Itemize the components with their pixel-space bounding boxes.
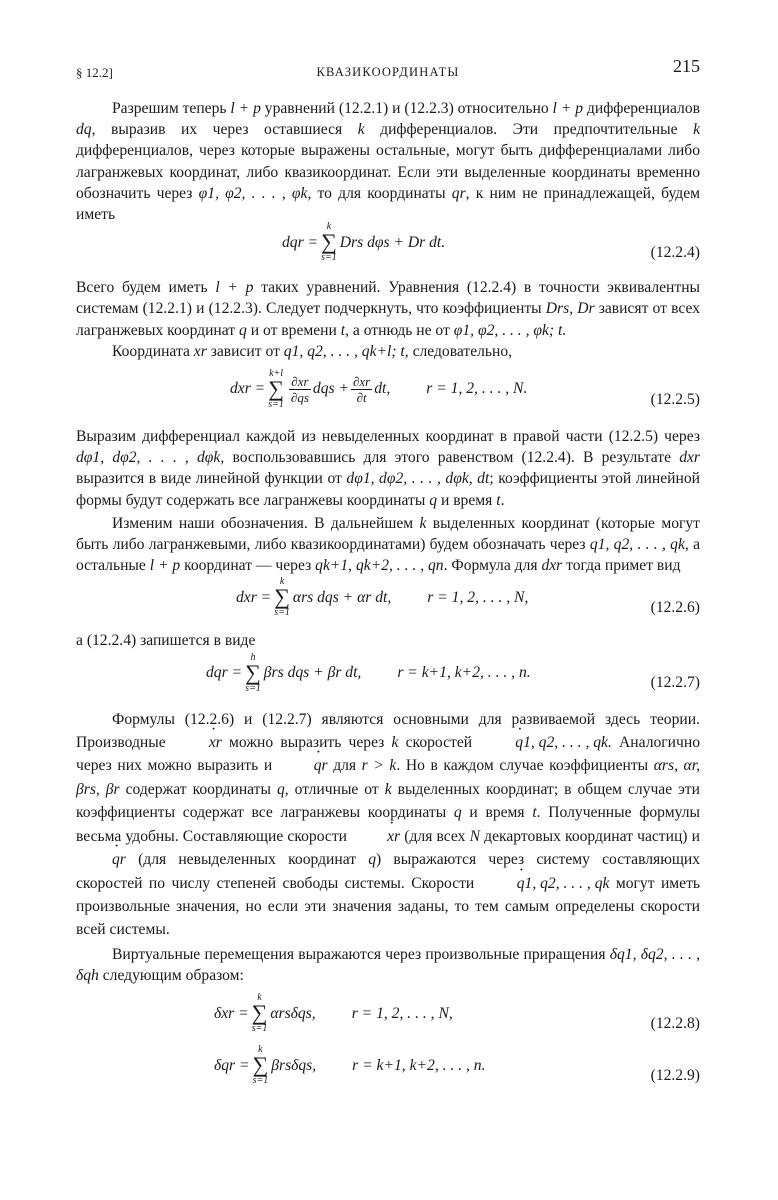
- equation-formula: [206, 652, 531, 694]
- math-inline: φ1, φ2, . . . , φk: [198, 184, 308, 202]
- sigma-symbol: ∑: [268, 376, 284, 402]
- text-run: дифференциалов: [586, 100, 700, 117]
- math-inline: r > k: [361, 757, 397, 775]
- equation-number: (12.2.5): [650, 390, 700, 408]
- math-inline: · qr: [278, 754, 328, 777]
- partial-fraction: [289, 374, 311, 405]
- math-inline: · q1, q2, . . . , qk.: [479, 731, 612, 754]
- sum-lower-limit: s=1: [251, 1023, 268, 1035]
- math-inline: l + p: [149, 557, 181, 575]
- equation-formula: [214, 1044, 486, 1086]
- math-inline: · xr: [351, 825, 400, 848]
- text-run: уравнений (12.2.1) и (12.2.3) относительно: [264, 100, 549, 117]
- text-run: для: [333, 757, 357, 775]
- math-inline: · xr: [173, 731, 222, 754]
- text-run: Виртуальные перемещения выражаются через произвольные приращения: [112, 945, 606, 963]
- paragraph-6: [76, 630, 700, 651]
- fraction-denominator: ∂qs: [290, 389, 309, 405]
- sum-lower-limit: s=1: [252, 1075, 269, 1087]
- text-run: выделенных координат (которые могут быть либо лагранжевыми, либо квазикоординатами) будем обозначать через: [76, 514, 700, 554]
- eq-lhs: δqr =: [214, 1056, 250, 1074]
- sum-upper-limit: k: [258, 1044, 263, 1056]
- math-inline: dφ1, dφ2, . . . , dφk, dt: [346, 470, 490, 488]
- math-inline: t: [496, 491, 501, 509]
- math-inline: k: [693, 121, 700, 139]
- math-inline: l + p: [552, 100, 584, 117]
- sigma-symbol: ∑: [321, 229, 337, 255]
- eq-range: r = 1, 2, . . . , N.: [426, 380, 528, 398]
- eq-lhs: dxr =: [236, 588, 272, 606]
- eq-term: dt,: [374, 380, 391, 398]
- text-run: а (12.2.4) запишется в виде: [76, 632, 256, 650]
- text-run: ; коэффициенты этой линейной формы будут содержать все лагранжевы координаты: [76, 470, 701, 509]
- summation: [274, 576, 290, 618]
- equation-12-2-7: [76, 652, 700, 706]
- page-body: [76, 98, 700, 1098]
- math-inline: q: [429, 491, 438, 509]
- fraction-numerator: ∂xr: [291, 373, 309, 389]
- text-run: таких уравнений. Уравнения (12.2.4) в точности эквивалентны системам (12.2.1) и (12.2.3). Следует подчеркнуть, что коэффициенты: [76, 279, 701, 318]
- text-run: (для всех: [404, 827, 466, 845]
- text-run: . Но в каждом случае коэффициенты: [396, 757, 649, 775]
- equation-number: (12.2.9): [650, 1066, 700, 1084]
- math-inline: q: [368, 851, 377, 869]
- equation-12-2-4: [76, 221, 700, 277]
- paragraph-2: [76, 277, 700, 341]
- text-run: , а отнюдь не от: [345, 321, 450, 339]
- eq-lhs: dqr =: [282, 233, 319, 251]
- eq-range: r = k+1, k+2, . . . , n.: [352, 1056, 486, 1074]
- running-title: КВАЗИКООРДИНАТЫ: [316, 65, 460, 79]
- fraction-denominator: ∂t: [356, 389, 367, 405]
- paragraph-3: [76, 341, 700, 362]
- sum-lower-limit: s=1: [274, 607, 290, 619]
- text-run: , а остальные: [76, 536, 701, 575]
- sigma-symbol: ∑: [274, 584, 290, 610]
- equation-formula: [236, 576, 528, 618]
- math-inline: q1, q2, . . . , qk+l; t,: [283, 342, 409, 360]
- fraction-numerator: ∂xr: [352, 373, 371, 389]
- text-run: Аналогично через них можно выразить и: [76, 734, 701, 775]
- equation-formula: [214, 992, 453, 1034]
- eq-range: r = 1, 2, . . . , N,: [351, 1004, 453, 1022]
- text-run: зависят от всех лагранжевых координат: [76, 300, 700, 339]
- sum-upper-limit: h: [250, 651, 256, 663]
- equation-formula: [282, 221, 445, 263]
- text-run: , то для координаты: [307, 184, 446, 202]
- math-inline: t: [340, 321, 346, 339]
- text-run: содержат координаты: [125, 780, 271, 798]
- text-run: Формулы (12.2.6) и (12.2.7) являются основными для развиваемой здесь теории. Производные: [76, 710, 700, 752]
- summation: [245, 652, 261, 694]
- equation-number: (12.2.6): [650, 599, 700, 617]
- equation-12-2-5: [76, 362, 700, 426]
- running-header: [76, 58, 700, 82]
- math-inline: l + p: [215, 279, 254, 297]
- math-inline: l + p: [230, 100, 261, 117]
- math-inline: qr: [451, 184, 466, 202]
- sigma-symbol: ∑: [252, 1052, 269, 1078]
- equation-formula: [230, 368, 527, 410]
- math-inline: dq: [76, 121, 92, 139]
- sum-upper-limit: k: [279, 576, 285, 588]
- math-inline: k: [419, 514, 427, 532]
- equation-number: (12.2.7): [650, 674, 700, 692]
- math-inline: q: [239, 321, 247, 339]
- eq-range: r = k+1, k+2, . . . , n.: [397, 664, 531, 682]
- sum-lower-limit: s=1: [268, 399, 284, 411]
- text-run: Всего будем иметь: [76, 279, 208, 297]
- summation: [268, 368, 284, 410]
- text-run: Координата: [112, 342, 190, 360]
- math-inline: k: [391, 734, 399, 752]
- sigma-symbol: ∑: [245, 659, 261, 685]
- eq-rhs: αrs dqs + αr dt,: [292, 588, 392, 606]
- equation-12-2-9: [76, 1046, 700, 1098]
- equation-number: (12.2.8): [650, 1014, 700, 1032]
- math-inline: qk+1, qk+2, . . . , qn: [315, 557, 444, 575]
- math-inline: φ1, φ2, . . . , φk; t.: [453, 321, 567, 339]
- text-run: следующим образом:: [102, 966, 244, 984]
- eq-rhs: βrs dqs + βr dt,: [263, 664, 362, 682]
- text-run: декартовых координат частиц) и: [484, 827, 700, 845]
- text-run: Разрешим теперь: [112, 100, 227, 117]
- text-run: следовательно,: [412, 342, 513, 360]
- text-run: . Полученные формулы весьма удобны. Составляющие скорости: [76, 804, 700, 845]
- math-inline: dxr: [679, 449, 700, 467]
- math-inline: q1, q2, . . . , qk: [589, 536, 685, 554]
- eq-rhs: βrsδqs,: [271, 1056, 317, 1074]
- equation-12-2-8: [76, 986, 700, 1046]
- summation: [252, 992, 268, 1034]
- text-run: тогда примет вид: [566, 557, 681, 575]
- text-run: , отличные от: [284, 780, 379, 798]
- text-run: Выразим дифференциал каждой из невыделенных координат в правой части (12.2.5) через: [76, 428, 700, 446]
- text-run: и время: [469, 804, 525, 822]
- summation: [253, 1044, 269, 1086]
- eq-term: dqs +: [312, 380, 349, 398]
- math-inline: k: [384, 780, 392, 798]
- text-run: зависит от: [210, 342, 280, 360]
- text-run: можно выразить через: [229, 734, 385, 752]
- text-run: могут иметь произвольные значения, но если эти значения заданы, то тем самым определены скорости всей системы.: [76, 874, 701, 939]
- math-inline: · qr: [76, 848, 126, 871]
- eq-lhs: dxr =: [230, 380, 266, 398]
- math-inline: δq1, δq2, . . . , δqh: [76, 945, 700, 984]
- text-run: ) выражаются через систему составляющих скоростей по числу степеней свободы системы. Скорости: [76, 851, 701, 892]
- math-inline: αrs, αr, βrs, βr: [76, 757, 700, 798]
- text-run: дифференциалов. Эти предпочтительные: [380, 121, 678, 139]
- text-run: , выразив их через оставшиеся: [91, 121, 343, 139]
- section-reference: § 12.2]: [76, 65, 113, 80]
- text-run: (для невыделенных координат: [138, 851, 357, 869]
- summation: [321, 221, 337, 263]
- paragraph-7: [76, 708, 700, 942]
- eq-lhs: dqr =: [206, 664, 243, 682]
- text-run: и от времени: [250, 321, 337, 339]
- paragraph-8: [76, 944, 700, 986]
- paragraph-4: Выразим дифференциал каждой из невыделенных координат в правой части (12.2.5) через dφ1, dφ2, . . . , dφk, воспользовавшись для этого равенством (12.2.4). В результате dxr выразится в виде линейной функции от dφ1, dφ2, . . . , dφk, dt; коэффициенты этой линейной формы будут содержать все лагранжевы координаты q и время t.: [76, 428, 701, 509]
- eq-rhs: Drs dφs + Dr dt.: [339, 233, 446, 251]
- text-run: выделенных координат; в общем случае эти коэффициенты содержат все лагранжевы координаты: [76, 780, 700, 822]
- eq-lhs: δxr =: [214, 1004, 249, 1022]
- text-run: координат — через: [184, 557, 312, 575]
- text-run: и время: [440, 491, 493, 509]
- page-number: 215: [673, 56, 700, 76]
- math-inline: dφ1, dφ2, . . . , dφk: [76, 449, 221, 467]
- text-run: , воспользовавшись для этого равенством (12.2.4). В результате: [220, 449, 671, 467]
- math-inline: N: [469, 827, 480, 845]
- sum-lower-limit: s=1: [245, 682, 261, 694]
- math-inline: q: [276, 780, 285, 798]
- math-inline: xr: [193, 342, 207, 360]
- text-run: , к ним не принадлежащей, будем иметь: [76, 184, 700, 224]
- paragraph-1: [76, 98, 700, 225]
- text-run: Изменим наши обозначения. В дальнейшем: [112, 514, 414, 532]
- equation-number: (12.2.4): [650, 244, 700, 262]
- math-inline: dxr: [541, 557, 563, 575]
- math-inline: t: [532, 804, 537, 822]
- eq-rhs: αrsδqs,: [270, 1004, 316, 1022]
- sum-lower-limit: s=1: [321, 252, 337, 264]
- math-inline: k: [357, 121, 365, 139]
- sum-upper-limit: k+l: [269, 368, 284, 380]
- text-run: дифференциалов, через которые выражены остальные, могут быть дифференциалами либо лагранжевых координат, либо квазикоординат. Если эти выделенные координаты временно обозначить через: [76, 142, 700, 202]
- sum-upper-limit: k: [326, 221, 332, 233]
- eq-range: r = 1, 2, . . . , N,: [427, 588, 529, 606]
- sum-upper-limit: k: [257, 992, 262, 1004]
- partial-fraction: [351, 374, 372, 405]
- paragraph-5: [76, 513, 700, 577]
- text-run: выразится в виде линейной функции от: [76, 470, 342, 488]
- sigma-symbol: ∑: [251, 1000, 268, 1026]
- math-inline: Drs, Dr: [545, 300, 595, 318]
- math-inline: · q1, q2, . . . , qk: [481, 872, 610, 895]
- math-inline: q: [453, 804, 462, 822]
- text-run: . Формула для: [443, 557, 538, 575]
- equation-12-2-6: [76, 576, 700, 630]
- text-run: скоростей: [405, 734, 473, 752]
